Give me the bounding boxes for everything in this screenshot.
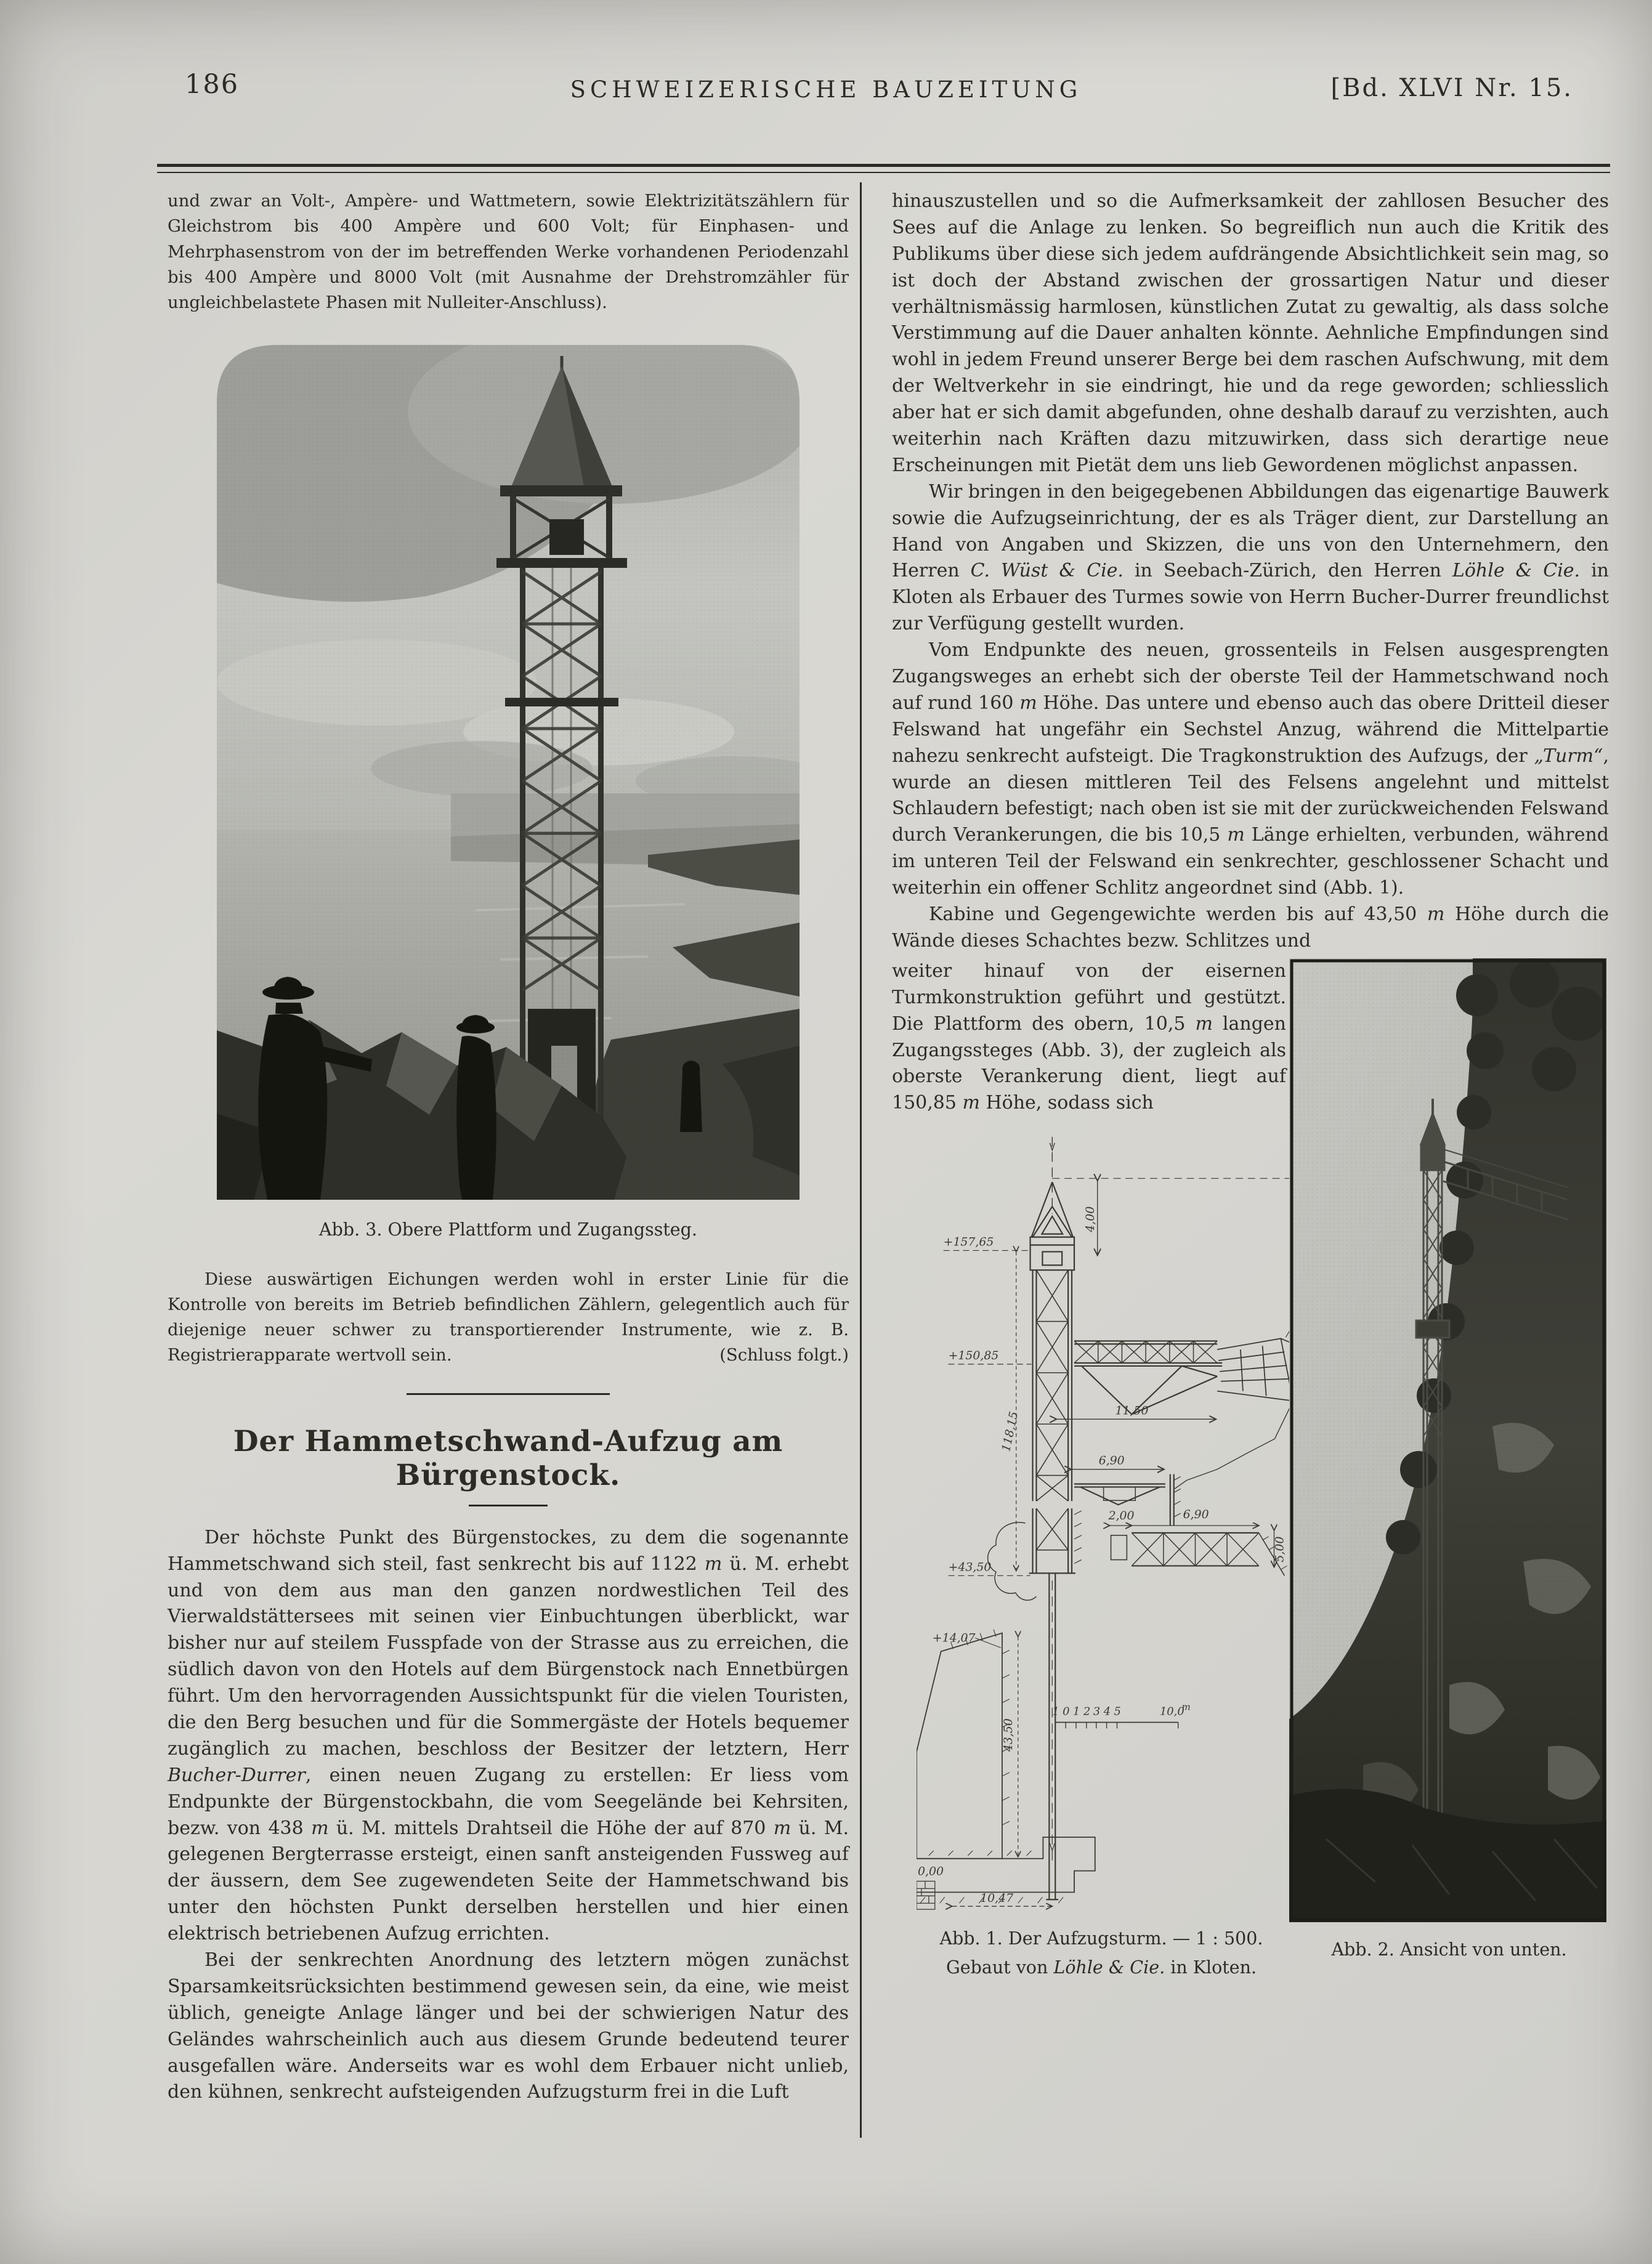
svg-text:0: 0 — [1063, 1705, 1070, 1718]
svg-text:+157,65: +157,65 — [943, 1235, 994, 1249]
svg-text:4: 4 — [1103, 1705, 1111, 1718]
figure-1 — [917, 1131, 1287, 1979]
figure2-caption: Abb. 2. Ansicht von unten. — [1331, 1939, 1567, 1960]
foundation — [917, 1837, 1095, 1909]
page-number: 186 — [185, 69, 240, 100]
svg-text:3: 3 — [1093, 1705, 1101, 1718]
svg-text:43,50: 43,50 — [1002, 1718, 1015, 1752]
article-paragraph-2: Bei der senkrechten Anordnung des letztern mögen zunächst Sparsamkeitsrücksichten bestimmend gewesen sein, da eine, wie meist üblich, geneigte Anlage länger und bei der schwierigen Natur des Geländes wahrscheinlich auch aus diesem Grunde bedeutend teurer ausgefallen wäre. Anderseits war es wohl dem Erbauer nicht unlieb, den kühnen, senkrecht aufsteigenden Aufzugsturm frei in die Luft — [168, 1949, 849, 2103]
scale-bar — [1052, 1702, 1190, 1729]
figure3-photo — [217, 338, 800, 1200]
title-rule — [469, 1505, 548, 1506]
rock-mass-profile — [917, 1630, 1018, 1859]
tower-spire — [1030, 1137, 1074, 1270]
svg-text:2: 2 — [1083, 1705, 1091, 1718]
figure-3 — [192, 338, 824, 1242]
tower-lattice — [1033, 1270, 1072, 1501]
svg-text:10,47: 10,47 — [980, 1892, 1014, 1906]
right-subcolumn-right — [1289, 958, 1609, 1989]
schluss-note: (Schluss folgt.) — [719, 1345, 849, 1365]
journal-title: SCHWEIZERISCHE BAUZEITUNG — [570, 76, 1082, 103]
dimension-top — [944, 1179, 1308, 1256]
closing-paragraph — [168, 1267, 849, 1369]
tower-base-in-rock — [949, 1508, 1082, 1600]
right-paragraph-4b: weiter hinauf von der eisernen Turmkonstruktion geführt und gestützt. Die Plattform des obern, 10,5 m langen Zugangssteges (Abb. 3), der zugleich als oberste Verankerung dient, liegt auf 150,85 m Höhe, sodass sich — [892, 960, 1286, 1114]
masonry-wall — [917, 1882, 935, 1910]
dimension-bridge-length — [949, 1349, 1217, 1419]
right-subcolumn-left — [892, 958, 1286, 1989]
bridge-section-detail — [1108, 1508, 1287, 1575]
svg-text:10,0: 10,0 — [1159, 1705, 1184, 1718]
figure-2 — [1289, 958, 1609, 1962]
right-paragraph-4a: Kabine und Gegengewichte werden bis auf 43,50 m Höhe durch die Wände dieses Schachtes bezw. Schlitzes und — [892, 904, 1609, 952]
svg-text:4,00: 4,00 — [1083, 1206, 1097, 1232]
figure2-photo — [1289, 958, 1606, 1922]
svg-text:+150,85: +150,85 — [948, 1349, 999, 1363]
figure1-drawing — [917, 1131, 1314, 1914]
right-column — [892, 188, 1609, 1989]
svg-text:6,90: 6,90 — [1183, 1508, 1209, 1522]
svg-text:0,00: 0,00 — [917, 1865, 944, 1878]
right-paragraph-1: hinauszustellen und so die Aufmerksamkeit der zahllosen Besucher des Sees auf die Anlage zu lenken. So begreiflich nun auch die Kritik des Publikums über diese sich jedem aufdrängende Absichtlichkeit sein mag, so ist doch der Abstand zwischen der grossartigen Natur und dieser verhältnismässig harmlosen, künstlichen Zutat zu gewaltig, als dass solche Verstimmung auf die Dauer anhalten könnte. Aehnliche Empfindungen sind wohl in jedem Freund unserer Berge bei dem raschen Aufschwung, mit dem der Weltverkehr in sie eindringt, hie und da rege geworden; schliesslich aber hat er sich damit abgefunden, ohne deshalb darauf zu verzishten, auch weiterhin nach Kräften dazu mitzuwirken, dass sich derartige neue Erscheinungen mit Pietät dem uns lieb Gewordenen möglichst anpassen. — [892, 190, 1609, 476]
figure1-caption-line1: Abb. 1. Der Aufzugsturm. — 1 : 500. — [939, 1928, 1263, 1949]
intro-paragraph: und zwar an Volt-, Ampère- und Wattmetern, sowie Elektrizitätszählern für Gleichstrom bis 400 Ampère und 600 Volt; für Einphasen- und Mehrphasenstrom von der im betreffenden Werke vorhandenen Periodenzahl bis 400 Ampère und 8000 Volt (mit Ausnahme der Drehstromzähler für ungleichbelastete Phasen mit Nulleiter-Anschluss). — [168, 191, 849, 312]
svg-text:+43,50: +43,50 — [948, 1561, 992, 1574]
issue-label: [Bd. XLVI Nr. 15. — [1330, 74, 1573, 102]
svg-text:118,15: 118,15 — [1000, 1410, 1021, 1453]
svg-text:5,00: 5,00 — [1273, 1536, 1287, 1563]
svg-text:m: m — [1181, 1701, 1191, 1713]
svg-text:6,90: 6,90 — [1098, 1454, 1125, 1468]
svg-text:2,00: 2,00 — [1108, 1510, 1135, 1523]
article-title: Der Hammetschwand-Aufzug am Bürgenstock. — [233, 1424, 783, 1492]
svg-text:11,50: 11,50 — [1115, 1404, 1149, 1418]
dimension-tower-height — [1000, 1252, 1021, 1571]
figure1-caption-line2: Gebaut von Löhle & Cie. in Kloten. — [945, 1957, 1257, 1978]
header-rule — [157, 164, 1610, 173]
svg-text:1: 1 — [1052, 1705, 1059, 1718]
access-bridge-truss — [1074, 1341, 1222, 1414]
closing-text: Diese auswärtigen Eichungen werden wohl in erster Linie für die Kontrolle von bereits im Betrieb befindlichen Zählern, gelegentlich auch für diejenige neuer schwer zu transportierender Instrumente, wie z. B. Registrierapparate wertvoll sein. — [168, 1269, 849, 1365]
svg-text:5: 5 — [1114, 1705, 1121, 1718]
figure3-caption: Abb. 3. Obere Plattform und Zugangssteg. — [319, 1219, 697, 1240]
right-paragraph-3: Vom Endpunkte des neuen, grossenteils in Felsen ausgesprengten Zugangsweges an erhebt sich der oberste Teil der Hammetschwand noch auf rund 160 m Höhe. Das untere und ebenso auch das obere Dritteil dieser Felswand hat ungefähr ein Sechstel Anzug, während die Mittelpartie nahezu senkrecht aufsteigt. Die Tragkonstruktion des Aufzugs, der „Turm“, wurde an diesen mittleren Teil des Felsens angelehnt und mittelst Schlaudern befestigt; nach oben ist sie mit der zurückweichenden Felswand durch Verankerungen, die bis 10,5 m Länge erhielten, verbunden, während im unteren Teil der Felswand ein senkrechter, geschlossener Schacht und weiterhin ein offener Schlitz angeordnet sind (Abb. 1). — [892, 639, 1609, 899]
svg-text:1: 1 — [1073, 1705, 1080, 1718]
shaft-section — [1049, 1574, 1055, 1900]
svg-text:+14,07: +14,07 — [932, 1631, 976, 1645]
section-rule — [407, 1393, 610, 1395]
right-paragraph-2: Wir bringen in den beigegebenen Abbildungen das eigenartige Bauwerk sowie die Aufzugseinrichtung, der es als Träger dient, zur Darstellung an Hand von Angaben und Skizzen, die uns von den Unternehmern, den Herren C. Wüst & Cie. in Seebach-Zürich, den Herren Löhle & Cie. in Kloten als Erbauer des Turmes sowie von Herrn Bucher-Durrer freundlichst zur Verfügung gestellt wurden. — [892, 480, 1609, 635]
article-paragraph-1: Der höchste Punkt des Bürgenstockes, zu dem die sogenannte Hammetschwand sich steil, fast senkrecht bis auf 1122 m ü. M. erhebt und von dem aus man den ganzen nordwestlichen Teil des Vierwaldstättersees mit seinen vier Einbuchtungen überblickt, war bisher nur auf steilem Fusspfade von der Strasse aus zu erreichen, die südlich davon von den Hotels auf dem Bürgenstock nach Ennetbürgen führt. Um den hervorragenden Aussichtspunkt für die vielen Touristen, die den Berg besuchen und für die Sommergäste der Hotels bequemer zugänglich zu machen, beschloss der Besitzer der letztern, Herr Bucher-Durrer, einen neuen Zugang zu erstellen: Er liess vom Endpunkte der Bürgenstockbahn, die vom Seegelände bei Kehrsiten, bezw. von 438 m ü. M. mittels Drahtseil die Höhe der auf 870 m ü. M. gelegenen Bergterrasse ersteigt, einen sanft ansteigenden Fussweg auf der äussern, dem See zugewendeten Seite der Hammetschwand bis unter den höchsten Punkt derselben herstellen und hier einen elektrisch betriebenen Aufzug errichten. — [168, 1526, 849, 1945]
column-divider — [860, 182, 862, 2138]
left-column — [168, 188, 849, 2106]
